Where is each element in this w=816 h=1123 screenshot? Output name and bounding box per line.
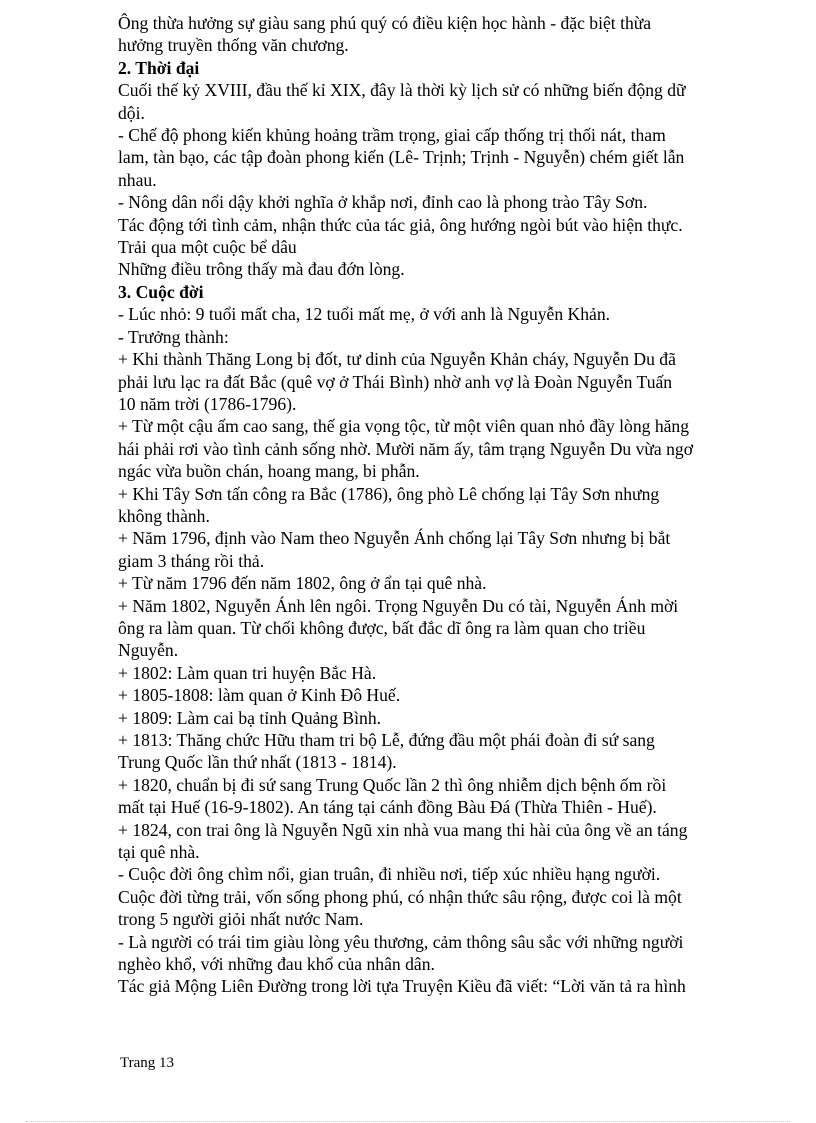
- text-line: nghèo khổ, với những đau khổ của nhân dân.: [118, 954, 435, 975]
- text-line: hưởng truyền thống văn chương.: [118, 35, 349, 56]
- text-line: phải lưu lạc ra đất Bắc (quê vợ ở Thái Bình) nhờ anh vợ là Đoàn Nguyễn Tuấn: [118, 371, 673, 392]
- text-line: + Khi Tây Sơn tấn công ra Bắc (1786), ông phò Lê chống lại Tây Sơn nhưng: [118, 483, 660, 504]
- text-line: lam, tàn bạo, các tập đoàn phong kiến (Lê- Trịnh; Trịnh - Nguyễn) chém giết lẫn: [118, 147, 685, 168]
- document-body: [118, 12, 736, 998]
- text-line: + 1824, con trai ông là Nguyễn Ngũ xin nhà vua mang thi hài của ông về an táng: [118, 819, 688, 840]
- text-line: - Trưởng thành:: [118, 326, 229, 347]
- text-line: - Là người có trái tim giàu lòng yêu thương, cảm thông sâu sắc với những người: [118, 931, 684, 952]
- section-heading: 2. Thời đại: [118, 57, 200, 78]
- text-line: + Năm 1796, định vào Nam theo Nguyễn Ánh chống lại Tây Sơn nhưng bị bắt: [118, 528, 671, 549]
- text-line: dội.: [118, 102, 145, 123]
- text-line: - Nông dân nổi dậy khởi nghĩa ở khắp nơi, đỉnh cao là phong trào Tây Sơn.: [118, 192, 648, 213]
- text-line: + 1809: Làm cai bạ tỉnh Quảng Bình.: [118, 707, 382, 728]
- page-number-footer: Trang 13: [120, 1055, 175, 1071]
- text-line: Ông thừa hưởng sự giàu sang phú quý có điều kiện học hành - đặc biệt thừa: [118, 13, 652, 33]
- text-line: 10 năm trời (1786-1796).: [118, 393, 297, 414]
- text-line: + 1813: Thăng chức Hữu tham tri bộ Lễ, đứng đầu một phái đoàn đi sứ sang: [118, 730, 655, 750]
- text-line: + 1805-1808: làm quan ở Kinh Đô Huế.: [118, 685, 401, 706]
- text-line: ông ra làm quan. Từ chối không được, bất đắc dĩ ông ra làm quan cho triều: [118, 617, 646, 638]
- text-line: + Khi thành Thăng Long bị đốt, tư dinh của Nguyễn Khản cháy, Nguyễn Du đã: [118, 349, 676, 370]
- text-line: Trải qua một cuộc bể dâu: [118, 237, 297, 258]
- text-line: Cuộc đời từng trải, vốn sống phong phú, có nhận thức sâu rộng, được coi là một: [118, 886, 682, 907]
- text-line: Nguyễn.: [118, 640, 179, 661]
- text-line: không thành.: [118, 505, 210, 526]
- text-line: nhau.: [118, 169, 157, 190]
- text-line: trong 5 người giỏi nhất nước Nam.: [118, 909, 364, 930]
- text-line: Trung Quốc lần thứ nhất (1813 - 1814).: [118, 752, 397, 773]
- text-line: giam 3 tháng rồi thả.: [118, 550, 265, 571]
- text-line: - Cuộc đời ông chìm nổi, gian truân, đi nhiều nơi, tiếp xúc nhiều hạng người.: [118, 864, 661, 885]
- page-boundary-divider: [26, 1121, 790, 1122]
- text-line: + Từ năm 1796 đến năm 1802, ông ở ẩn tại quê nhà.: [118, 573, 487, 594]
- text-line: Cuối thế kỷ XVIII, đầu thế kỉ XIX, đây là thời kỳ lịch sử có những biến động dữ: [118, 80, 686, 101]
- text-line: + 1802: Làm quan tri huyện Bắc Hà.: [118, 662, 377, 683]
- text-line: mất tại Huế (16-9-1802). An táng tại cánh đồng Bàu Đá (Thừa Thiên - Huế).: [118, 797, 657, 818]
- section-heading: 3. Cuộc đời: [118, 281, 204, 302]
- text-line: + Từ một cậu ấm cao sang, thế gia vọng tộc, từ một viên quan nhỏ đầy lòng hăng: [118, 416, 690, 437]
- text-line: Những điều trông thấy mà đau đớn lòng.: [118, 259, 405, 280]
- text-line: ngác vừa buồn chán, hoang mang, bi phẫn.: [118, 461, 420, 482]
- text-line: Tác động tới tình cảm, nhận thức của tác giả, ông hướng ngòi bút vào hiện thực.: [118, 214, 683, 235]
- text-line: + Năm 1802, Nguyễn Ánh lên ngôi. Trọng Nguyễn Du có tài, Nguyễn Ánh mời: [118, 595, 679, 616]
- text-line: - Chế độ phong kiến khủng hoảng trầm trọng, giai cấp thống trị thối nát, tham: [118, 125, 666, 146]
- text-line: tại quê nhà.: [118, 842, 200, 863]
- text-line: + 1820, chuẩn bị đi sứ sang Trung Quốc lần 2 thì ông nhiễm dịch bệnh ốm rồi: [118, 774, 667, 795]
- text-line: - Lúc nhỏ: 9 tuổi mất cha, 12 tuổi mất mẹ, ở với anh là Nguyễn Khản.: [118, 304, 611, 325]
- text-line: Tác giả Mộng Liên Đường trong lời tựa Truyện Kiều đã viết: “Lời văn tả ra hình: [118, 976, 686, 997]
- text-line: hái phải rơi vào tình cảnh sống nhờ. Mười năm ấy, tâm trạng Nguyễn Du vừa ngơ: [118, 438, 694, 459]
